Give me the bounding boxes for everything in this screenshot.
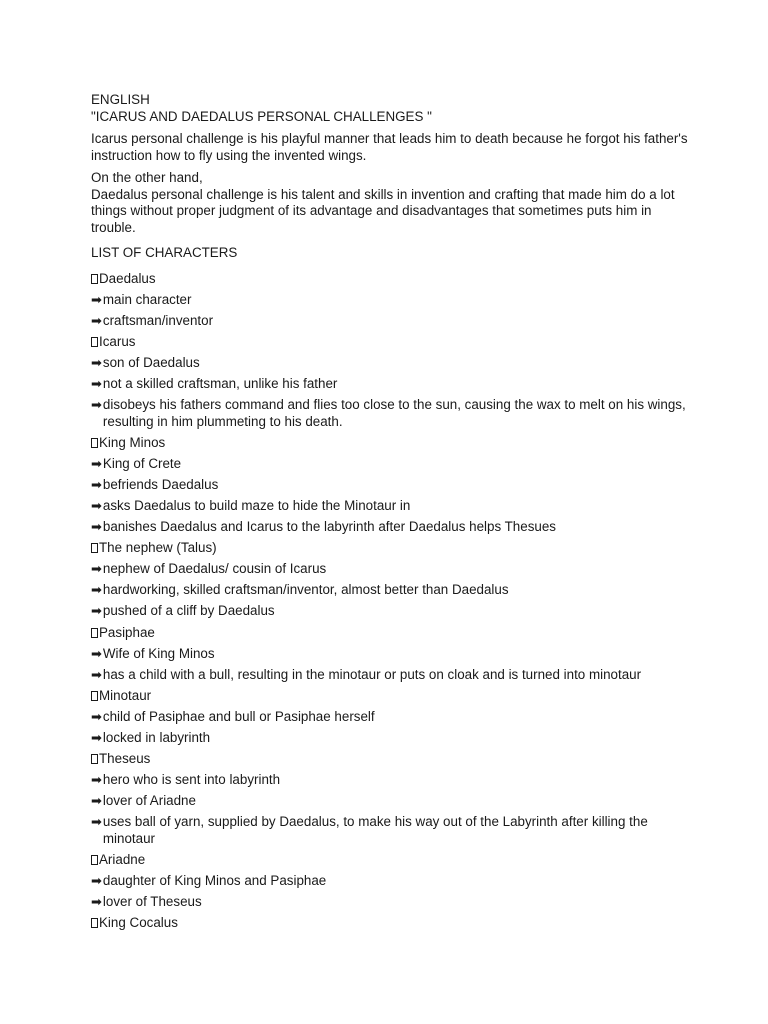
character-detail-item (91, 355, 691, 372)
right-arrow-icon: ➡ (91, 497, 102, 513)
character-name-item (91, 852, 691, 869)
character-detail-text: befriends Daedalus (102, 476, 219, 492)
document-page (91, 92, 691, 936)
character-detail-text: lover of Theseus (102, 894, 202, 910)
right-arrow-icon: ➡ (91, 729, 102, 745)
character-detail-item (91, 397, 691, 430)
character-detail-item (91, 519, 691, 536)
right-arrow-icon: ➡ (91, 354, 102, 370)
character-name: The nephew (Talus) (99, 540, 217, 556)
character-detail-item (91, 730, 691, 747)
right-arrow-icon: ➡ (91, 312, 102, 328)
character-detail-text: pushed of a cliff by Daedalus (102, 603, 275, 619)
character-detail-item (91, 498, 691, 515)
character-name: Minotaur (99, 687, 152, 703)
character-detail-text: King of Crete (102, 455, 182, 471)
right-arrow-icon: ➡ (91, 793, 102, 809)
character-name: King Minos (99, 434, 166, 450)
missing-glyph-box-icon (91, 543, 98, 553)
character-detail-item (91, 814, 691, 847)
right-arrow-icon: ➡ (91, 603, 102, 619)
right-arrow-icon: ➡ (91, 814, 102, 830)
character-name: King Cocalus (99, 915, 178, 931)
right-arrow-icon: ➡ (91, 397, 102, 413)
right-arrow-icon: ➡ (91, 873, 102, 889)
character-name-item (91, 915, 691, 932)
character-detail-text: child of Pasiphae and bull or Pasiphae herself (102, 708, 375, 724)
character-detail-item (91, 873, 691, 890)
missing-glyph-box-icon (91, 274, 98, 284)
character-list (91, 271, 691, 932)
character-detail-item (91, 376, 691, 393)
character-detail-item (91, 667, 691, 684)
character-detail-text: has a child with a bull, resulting in the minotaur or puts on cloak and is turned into minotaur (102, 666, 642, 682)
character-name-item (91, 540, 691, 557)
character-name-item (91, 751, 691, 768)
character-detail-item (91, 894, 691, 911)
list-of-characters-heading: LIST OF CHARACTERS (91, 245, 238, 260)
character-name-item (91, 688, 691, 705)
character-detail-text: asks Daedalus to build maze to hide the Minotaur in (102, 497, 411, 513)
right-arrow-icon: ➡ (91, 772, 102, 788)
missing-glyph-box-icon (91, 628, 98, 638)
document-title: "ICARUS AND DAEDALUS PERSONAL CHALLENGES " (91, 108, 432, 124)
right-arrow-icon: ➡ (91, 291, 102, 307)
character-detail-item (91, 582, 691, 599)
character-detail-text: banishes Daedalus and Icarus to the labyrinth after Daedalus helps Thesues (102, 519, 556, 535)
character-detail-item (91, 709, 691, 726)
icarus-challenge-paragraph: Icarus personal challenge is his playful manner that leads him to death because he forgot his father's instruction how to fly using the invented wings. (91, 131, 688, 163)
right-arrow-icon: ➡ (91, 561, 102, 577)
character-detail-text: hero who is sent into labyrinth (102, 772, 281, 788)
character-detail-text: craftsman/inventor (102, 312, 214, 328)
missing-glyph-box-icon (91, 691, 98, 701)
character-detail-item (91, 793, 691, 810)
missing-glyph-box-icon (91, 855, 98, 865)
missing-glyph-box-icon (91, 438, 98, 448)
character-detail-text: Wife of King Minos (102, 645, 215, 661)
character-detail-text: lover of Ariadne (102, 793, 196, 809)
character-detail-item (91, 477, 691, 494)
character-detail-text: disobeys his fathers command and flies too close to the sun, causing the wax to melt on his wings, resulting in him plummeting to his death. (102, 397, 686, 429)
right-arrow-icon: ➡ (91, 519, 102, 535)
right-arrow-icon: ➡ (91, 375, 102, 391)
character-name-item (91, 334, 691, 351)
character-detail-item (91, 772, 691, 789)
character-name: Icarus (99, 333, 136, 349)
character-detail-text: hardworking, skilled craftsman/inventor, almost better than Daedalus (102, 582, 509, 598)
character-detail-text: son of Daedalus (102, 354, 200, 370)
character-name-item (91, 435, 691, 452)
right-arrow-icon: ➡ (91, 708, 102, 724)
character-detail-item (91, 313, 691, 330)
right-arrow-icon: ➡ (91, 476, 102, 492)
right-arrow-icon: ➡ (91, 666, 102, 682)
character-detail-item (91, 603, 691, 620)
right-arrow-icon: ➡ (91, 645, 102, 661)
character-name: Theseus (99, 751, 151, 767)
character-detail-text: nephew of Daedalus/ cousin of Icarus (102, 561, 327, 577)
character-detail-text: not a skilled craftsman, unlike his father (102, 375, 338, 391)
character-name: Ariadne (99, 851, 146, 867)
character-detail-text: daughter of King Minos and Pasiphae (102, 873, 327, 889)
right-arrow-icon: ➡ (91, 455, 102, 471)
character-name: Daedalus (99, 270, 156, 286)
missing-glyph-box-icon (91, 918, 98, 928)
subject-heading: ENGLISH (91, 92, 150, 107)
right-arrow-icon: ➡ (91, 582, 102, 598)
daedalus-challenge-paragraph: Daedalus personal challenge is his talent and skills in invention and crafting that made him do a lot things without proper judgment of its advantage and disadvantages that sometimes puts him in trouble. (91, 186, 675, 235)
character-detail-item (91, 456, 691, 473)
right-arrow-icon: ➡ (91, 894, 102, 910)
character-name-item (91, 625, 691, 642)
missing-glyph-box-icon (91, 754, 98, 764)
character-detail-item (91, 292, 691, 309)
character-name-item (91, 271, 691, 288)
missing-glyph-box-icon (91, 337, 98, 347)
character-detail-text: main character (102, 291, 192, 307)
character-name: Pasiphae (99, 624, 155, 640)
character-detail-item (91, 561, 691, 578)
character-detail-text: locked in labyrinth (102, 729, 211, 745)
character-detail-item (91, 646, 691, 663)
character-detail-text: uses ball of yarn, supplied by Daedalus, to make his way out of the Labyrinth after killing the minotaur (102, 814, 648, 846)
transition-text: On the other hand, (91, 170, 203, 185)
